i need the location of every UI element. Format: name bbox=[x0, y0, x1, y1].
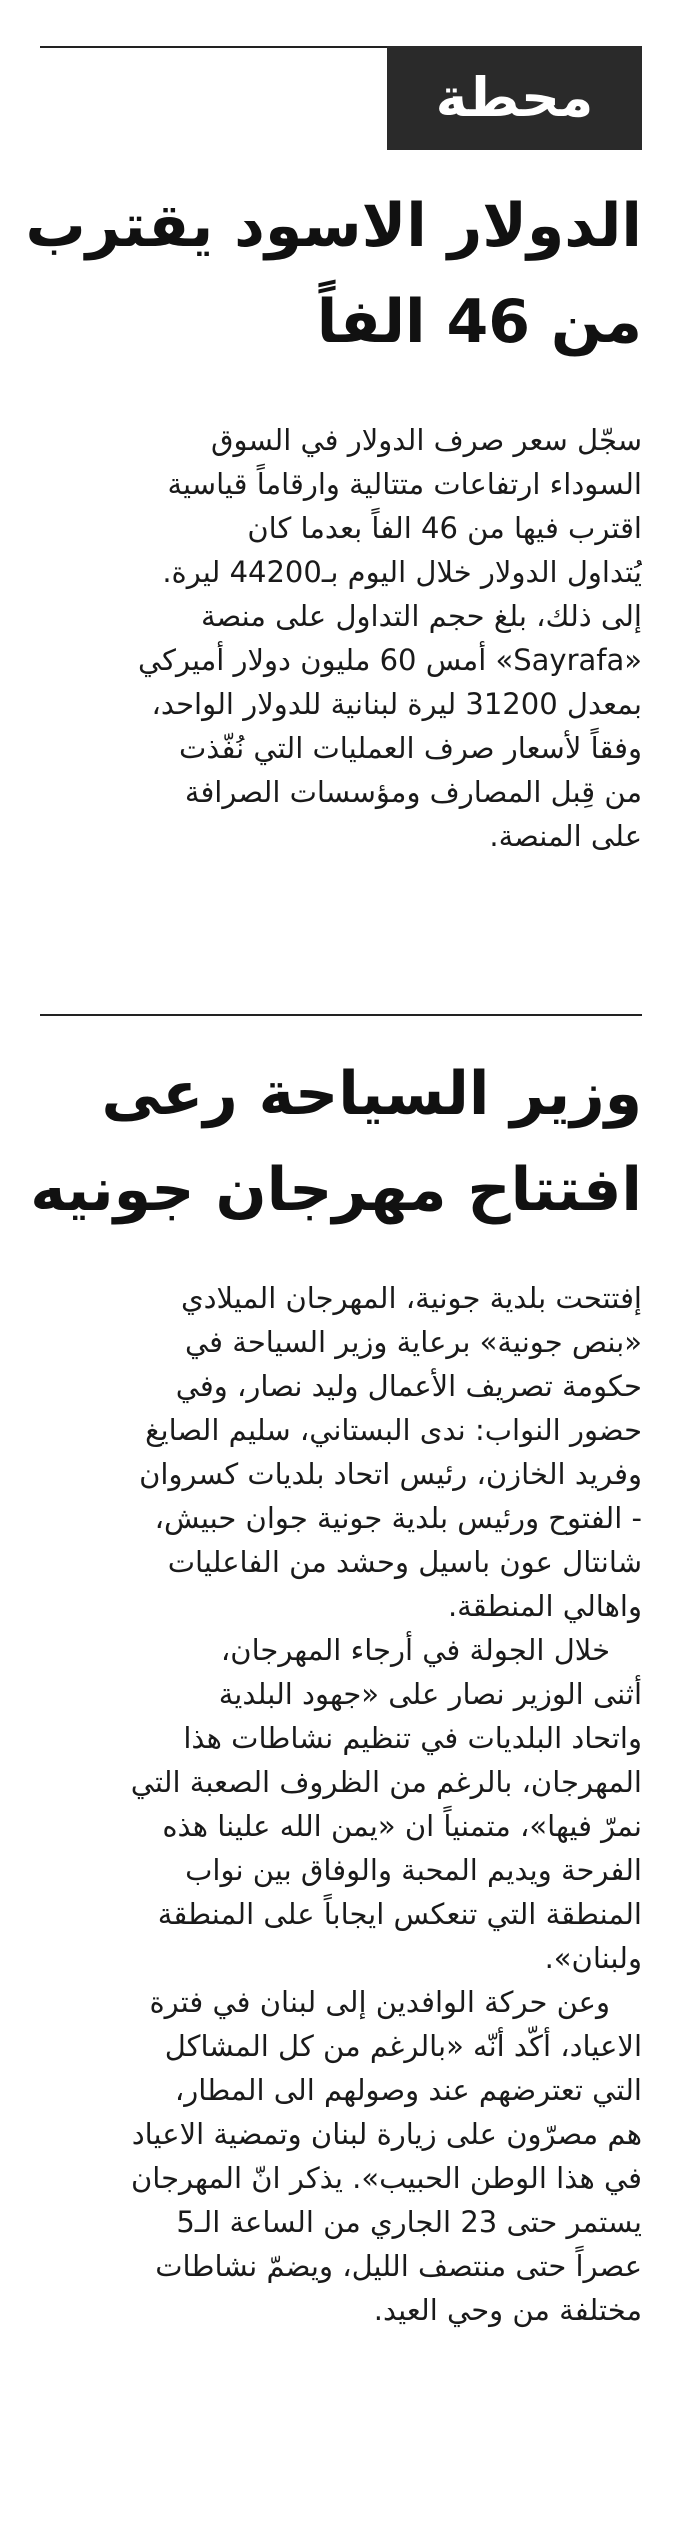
body-line: بمعدل 31200 ليرة لبنانية للدولار الواحد، bbox=[151, 687, 642, 721]
body-line: وفقاً لأسعار صرف العمليات التي نُفّذت bbox=[178, 731, 642, 765]
body-line: مختلفة من وحي العيد. bbox=[373, 2293, 642, 2327]
paragraph bbox=[40, 1628, 642, 1672]
body-line: واهالي المنطقة. bbox=[447, 1589, 642, 1623]
body-line: المهرجان، بالرغم من الظروف الصعبة التي bbox=[130, 1765, 642, 1799]
body-line: في هذا الوطن الحبيب». يذكر انّ المهرجان bbox=[130, 2161, 642, 2195]
body-line: عصراً حتى منتصف الليل، ويضمّ نشاطات bbox=[155, 2249, 642, 2283]
body-line: إلى ذلك، بلغ حجم التداول على منصة bbox=[200, 599, 642, 633]
body-line: - الفتوح ورئيس بلدية جونية جوان حبيش، bbox=[154, 1501, 642, 1535]
body-line: المنطقة التي تنعكس ايجاباً على المنطقة bbox=[157, 1897, 642, 1931]
headline-line: افتتاح مهرجان جونيه bbox=[30, 1155, 642, 1225]
body-line: سجّل سعر صرف الدولار في السوق bbox=[211, 423, 642, 457]
headline-line: الدولار الاسود يقترب bbox=[25, 191, 642, 261]
body-line: يستمر حتى 23 الجاري من الساعة الـ5 bbox=[176, 2205, 642, 2239]
paragraph bbox=[40, 1980, 642, 2024]
body-line: واتحاد البلديات في تنظيم نشاطات هذا bbox=[183, 1721, 642, 1755]
body-line: ولبنان». bbox=[544, 1941, 642, 1975]
article-divider bbox=[40, 1014, 642, 1016]
body-line: حكومة تصريف الأعمال وليد نصار، وفي bbox=[175, 1369, 642, 1403]
article2-body bbox=[40, 1276, 642, 2332]
paragraph bbox=[40, 1276, 642, 1628]
body-line: هم مصرّون على زيارة لبنان وتمضية الاعياد bbox=[131, 2117, 642, 2151]
section-tag: محطة bbox=[387, 46, 642, 150]
body-line: نمرّ فيها»، متمنياً ان «يمن الله علينا هذه bbox=[162, 1809, 642, 1843]
body-line: السوداء ارتفاعات متتالية وارقاماً قياسية bbox=[167, 467, 642, 501]
body-line: الفرحة ويديم المحبة والوفاق بين نواب bbox=[185, 1853, 642, 1887]
body-line: «Sayrafa» أمس 60 مليون دولار أميركي bbox=[137, 643, 642, 677]
body-line: شانتال عون باسيل وحشد من الفاعليات bbox=[167, 1545, 642, 1579]
paragraph-continued bbox=[40, 2024, 642, 2332]
article1-headline bbox=[25, 178, 642, 370]
body-line: وفريد الخازن، رئيس اتحاد بلديات كسروان bbox=[139, 1457, 642, 1491]
body-line: من قِبل المصارف ومؤسسات الصرافة bbox=[184, 775, 642, 809]
article1-body bbox=[40, 418, 642, 858]
paragraph-continued bbox=[40, 1672, 642, 1980]
body-line: حضور النواب: ندى البستاني، سليم الصايغ bbox=[145, 1413, 642, 1447]
body-line: الاعياد، أكّد أنّه «بالرغم من كل المشاكل bbox=[164, 2029, 642, 2063]
body-line: على المنصة. bbox=[489, 819, 642, 853]
body-line: وعن حركة الوافدين إلى لبنان في فترة bbox=[149, 1985, 610, 2019]
body-line: خلال الجولة في أرجاء المهرجان، bbox=[220, 1633, 610, 1667]
body-line: أثنى الوزير نصار على «جهود البلدية bbox=[218, 1677, 642, 1711]
headline-line: وزير السياحة رعى bbox=[101, 1059, 642, 1129]
body-line: إفتتحت بلدية جونية، المهرجان الميلادي bbox=[180, 1281, 642, 1315]
body-line: اقترب فيها من 46 الفاً بعدما كان bbox=[247, 511, 642, 545]
headline-line: من 46 الفاً bbox=[316, 287, 642, 357]
body-line: «بنص جونية» برعاية وزير السياحة في bbox=[185, 1325, 642, 1359]
body-line: التي تعترضهم عند وصولهم الى المطار، bbox=[174, 2073, 642, 2107]
article2-headline bbox=[30, 1046, 642, 1238]
body-line: يُتداول الدولار خلال اليوم بـ44200 ليرة. bbox=[162, 555, 642, 589]
